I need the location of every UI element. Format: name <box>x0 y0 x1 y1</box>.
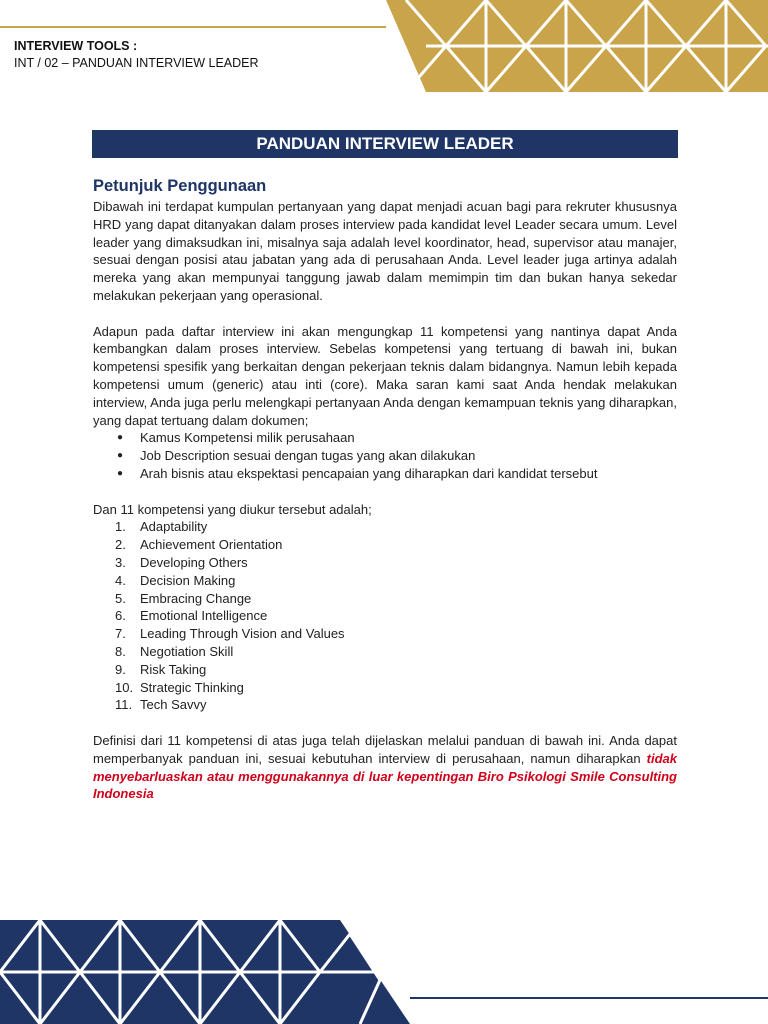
competency-number: 5. <box>115 590 126 606</box>
competency-label: Embracing Change <box>140 590 252 606</box>
competency-label: Developing Others <box>140 554 248 570</box>
competency-list <box>93 518 677 714</box>
closing-text: Definisi dari 11 kompetensi di atas juga telah dijelaskan melalui panduan di bawah ini. Anda dapat memperbanyak panduan ini, sesuai kebutuhan interview di perusahaan, namun diharapkan <box>93 732 677 766</box>
competency-item <box>93 661 677 679</box>
page-title: PANDUAN INTERVIEW LEADER <box>92 130 678 158</box>
document-header <box>14 38 259 72</box>
competency-item <box>93 554 677 572</box>
bullet-item: ● Arah bisnis atau ekspektasi pencapaian yang diharapkan dari kandidat tersebut <box>93 465 677 483</box>
competency-item <box>93 572 677 590</box>
competency-number: 11. <box>115 697 133 713</box>
competency-label: Leading Through Vision and Values <box>140 626 345 642</box>
scope-paragraph: Adapun pada daftar interview ini akan mengungkap 11 kompetensi yang nantinya dapat Anda kembangkan dalam proses interview. Sebelas kompetensi yang tertuang di bawah ini, bukan kompetensi spesifik yang berkaitan dengan pekerjaan teknis dalam bidangnya. Namun lebih kepada kompetensi umum (generic) atau inti (core). Maka saran kami saat Anda hendak melakukan interview, Anda juga perlu melengkapi pertanyaan Anda dengan kemampuan teknis yang diharapkan, yang dapat tertuang dalam dokumen; <box>93 323 677 428</box>
footer-divider <box>410 997 768 999</box>
document-body <box>93 176 677 803</box>
header-divider <box>0 26 390 28</box>
competency-label: Decision Making <box>140 572 236 588</box>
competency-number: 6. <box>115 608 126 624</box>
competency-item <box>93 643 677 661</box>
competency-item <box>93 518 677 536</box>
competency-item <box>93 607 677 625</box>
competency-item <box>93 536 677 554</box>
closing-emphasis: tidak menyebarluaskan atau menggunakannya di luar kepentingan Biro Psikologi Smile Consulting Indonesia <box>93 750 677 802</box>
competency-number: 10. <box>115 679 134 695</box>
competency-number: 8. <box>115 643 126 659</box>
header-tools-label: INTERVIEW TOOLS : <box>14 39 138 53</box>
decorative-triangle-banner-bottom <box>0 920 410 1024</box>
closing-paragraph <box>93 732 677 803</box>
competency-number: 2. <box>115 537 126 553</box>
competency-number: 3. <box>115 554 126 570</box>
competency-label: Emotional Intelligence <box>140 608 268 624</box>
competency-number: 9. <box>115 661 126 677</box>
competency-number: 7. <box>115 626 126 642</box>
competency-number: 1. <box>115 519 126 535</box>
competency-item <box>93 625 677 643</box>
competency-label: Achievement Orientation <box>140 537 283 553</box>
competency-number: 4. <box>115 572 126 588</box>
bullet-item: ● Job Description sesuai dengan tugas yang akan dilakukan <box>93 447 677 465</box>
competency-label: Adaptability <box>140 519 208 535</box>
competency-item <box>93 590 677 608</box>
competency-item <box>93 696 677 714</box>
bullet-item: ● Kamus Kompetensi milik perusahaan <box>93 429 677 447</box>
header-doc-code: INT / 02 – PANDUAN INTERVIEW LEADER <box>14 56 259 70</box>
competency-label: Risk Taking <box>140 661 207 677</box>
competency-item <box>93 679 677 697</box>
decorative-triangle-banner-top <box>386 0 768 92</box>
document-bullet-list <box>93 429 677 482</box>
section-heading: Petunjuk Penggunaan <box>93 177 267 195</box>
intro-paragraph: Dibawah ini terdapat kumpulan pertanyaan yang dapat menjadi acuan bagi para rekruter khususnya HRD yang dapat ditanyakan dalam proses interview pada kandidat level Leader secara umum. Level leader yang dimaksudkan ini, misalnya saja adalah level koordinator, head, supervisor atau manajer, sesuai dengan posisi atau jabatan yang ada di perusahaan Anda. Level leader juga artinya adalah mereka yang akan mempunyai tanggung jawab dalam memimpin tim dan bukan hanya sekedar melakukan pekerjaan yang operasional. <box>93 199 677 303</box>
competency-label: Tech Savvy <box>140 697 207 713</box>
competency-label: Strategic Thinking <box>140 679 244 695</box>
competency-list-intro: Dan 11 kompetensi yang diukur tersebut adalah; <box>93 501 372 517</box>
competency-label: Negotiation Skill <box>140 643 234 659</box>
